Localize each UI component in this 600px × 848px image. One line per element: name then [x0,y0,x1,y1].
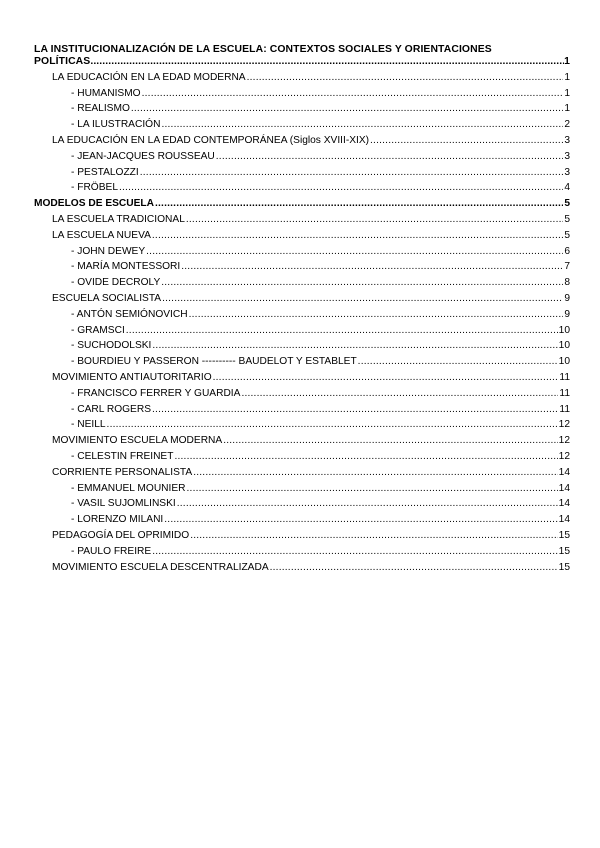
toc-title-page: 1 [564,55,570,67]
leader-dots [140,167,564,178]
toc-entry-page: 15 [558,529,570,541]
toc-entry-text: LA EDUCACIÓN EN LA EDAD CONTEMPORÁNEA (Siglos XVIII-XIX) [52,134,370,146]
toc-entry-text: - REALISMO [71,103,130,115]
toc-entry[interactable] [34,209,570,225]
leader-dots [193,467,557,478]
toc-entry-page: 9 [564,308,570,320]
toc-entry-page: 12 [558,435,570,447]
toc-entry-page: 5 [564,229,570,241]
toc-entry[interactable] [34,541,570,557]
toc-entry[interactable] [34,241,570,257]
toc-entry-page: 14 [558,466,570,478]
toc-entry[interactable] [34,557,570,573]
leader-dots [189,309,564,320]
toc-entry-page: 1 [564,87,570,99]
toc-entry-text: MODELOS DE ESCUELA [34,198,154,210]
toc-entry-text: - LORENZO MILANI [71,514,164,526]
toc-entry-page: 10 [558,356,570,368]
table-of-contents [34,44,570,573]
toc-entry-page: 3 [564,134,570,146]
toc-entry[interactable] [34,114,570,130]
leader-dots [161,119,563,130]
toc-entry-text: - FRANCISCO FERRER Y GUARDIA [71,387,241,399]
leader-dots [177,498,558,509]
toc-entry-page: 4 [564,182,570,194]
toc-entry-text: LA ESCUELA NUEVA [52,229,151,241]
toc-entry-text: - SUCHODOLSKI [71,340,152,352]
toc-entry[interactable] [34,83,570,99]
toc-entry[interactable] [34,336,570,352]
toc-entry[interactable] [34,178,570,194]
toc-entry-text: LA EDUCACIÓN EN LA EDAD MODERNA [52,71,246,83]
toc-entry-page: 15 [558,561,570,573]
toc-entry-text: - LA ILUSTRACIÓN [71,119,161,131]
toc-entry-text: - HUMANISMO [71,87,141,99]
leader-dots [164,514,557,525]
toc-entry-text: - PESTALOZZI [71,166,139,178]
leader-dots [142,88,564,99]
toc-entry-text: MOVIMIENTO ANTIAUTORITARIO [52,371,212,383]
toc-entry-page: 9 [564,292,570,304]
toc-entry-text: - MARÍA MONTESSORI [71,261,181,273]
toc-entry-text: - NEILL [71,419,106,431]
leader-dots [152,546,557,557]
leader-dots [187,483,558,494]
toc-entry-text: PEDAGOGÍA DEL OPRIMIDO [52,529,190,541]
toc-entry-page: 5 [564,213,570,225]
leader-dots [126,325,558,336]
toc-entry[interactable] [34,162,570,178]
toc-entry[interactable] [34,272,570,288]
toc-entry[interactable] [34,67,570,83]
leader-dots [152,230,563,241]
toc-entry-page: 8 [564,277,570,289]
toc-title-line1: LA INSTITUCIONALIZACIÓN DE LA ESCUELA: CONTEXTOS SOCIALES Y ORIENTACIONES [34,44,492,55]
toc-entry-text: MOVIMIENTO ESCUELA DESCENTRALIZADA [52,561,269,573]
leader-dots [213,372,559,383]
toc-entry[interactable] [34,415,570,431]
toc-entry[interactable] [34,367,570,383]
toc-entry[interactable] [34,399,570,415]
toc-entry-text: MOVIMIENTO ESCUELA MODERNA [52,435,223,447]
leader-dots [241,388,558,399]
leader-dots [119,182,563,193]
toc-entry[interactable] [34,430,570,446]
toc-entry-text: - PAULO FREIRE [71,545,152,557]
toc-entry-page: 11 [559,403,570,415]
toc-entry-page: 11 [559,371,570,383]
leader-dots [152,340,557,351]
leader-dots [358,356,558,367]
toc-entry-text: - EMMANUEL MOUNIER [71,482,186,494]
toc-entry[interactable] [34,257,570,273]
toc-entry-text: - VASIL SUJOMLINSKI [71,498,176,510]
toc-entry-text: - FRÖBEL [71,182,118,194]
toc-entry[interactable] [34,351,570,367]
toc-entry-page: 14 [558,498,570,510]
toc-entries [34,67,570,573]
toc-entry-page: 3 [564,150,570,162]
toc-entry-page: 2 [564,119,570,131]
leader-dots [186,214,563,225]
leader-dots [190,530,557,541]
toc-entry-page: 5 [564,198,570,210]
toc-entry-text: - BOURDIEU Y PASSERON ---------- BAUDELOT Y ESTABLET [71,356,357,368]
toc-entry[interactable] [34,383,570,399]
toc-entry[interactable] [34,525,570,541]
leader-dots [247,72,564,83]
toc-entry-page: 1 [564,71,570,83]
toc-entry[interactable] [34,462,570,478]
toc-entry-page: 10 [558,324,570,336]
toc-entry-page: 12 [558,450,570,462]
toc-entry-page: 15 [558,545,570,557]
leader-dots [155,198,563,209]
toc-entry[interactable] [34,509,570,525]
toc-entry-page: 12 [558,419,570,431]
leader-dots [131,103,563,114]
leader-dots [90,56,564,67]
leader-dots [270,562,558,573]
toc-entry-page: 6 [564,245,570,257]
toc-entry-page: 10 [558,340,570,352]
leader-dots [216,151,564,162]
toc-entry-page: 7 [564,261,570,273]
toc-entry[interactable] [34,494,570,510]
toc-entry[interactable] [34,146,570,162]
toc-entry[interactable] [34,99,570,115]
leader-dots [161,277,563,288]
toc-entry-text: - ANTÓN SEMIÓNOVICH [71,308,188,320]
leader-dots [370,135,563,146]
toc-entry[interactable] [34,130,570,146]
toc-entry-text: - JEAN-JACQUES ROUSSEAU [71,150,215,162]
toc-title-text: POLÍTICAS [34,55,91,67]
toc-entry[interactable] [34,446,570,462]
toc-entry-text: LA ESCUELA TRADICIONAL [52,213,185,225]
toc-entry-page: 1 [564,103,570,115]
toc-entry[interactable] [34,320,570,336]
toc-entry-page: 14 [558,482,570,494]
toc-entry-text: - OVIDE DECROLY [71,277,161,289]
toc-entry-text: - JOHN DEWEY [71,245,146,257]
toc-entry[interactable] [34,225,570,241]
toc-entry[interactable] [34,288,570,304]
toc-entry-page: 3 [564,166,570,178]
leader-dots [162,293,563,304]
toc-entry[interactable] [34,304,570,320]
leader-dots [174,451,557,462]
toc-entry-text: ESCUELA SOCIALISTA [52,292,162,304]
leader-dots [146,246,563,257]
toc-entry-text: - CARL ROGERS [71,403,152,415]
toc-title-line2 [34,56,570,68]
toc-entry-text: - CELESTIN FREINET [71,450,174,462]
leader-dots [223,435,557,446]
toc-entry-page: 11 [559,387,570,399]
toc-entry-text: - GRAMSCI [71,324,125,336]
leader-dots [152,404,558,415]
toc-entry-page: 14 [558,514,570,526]
leader-dots [181,261,563,272]
toc-entry[interactable] [34,478,570,494]
toc-entry-text: CORRIENTE PERSONALISTA [52,466,193,478]
toc-entry[interactable] [34,193,570,209]
leader-dots [107,419,558,430]
